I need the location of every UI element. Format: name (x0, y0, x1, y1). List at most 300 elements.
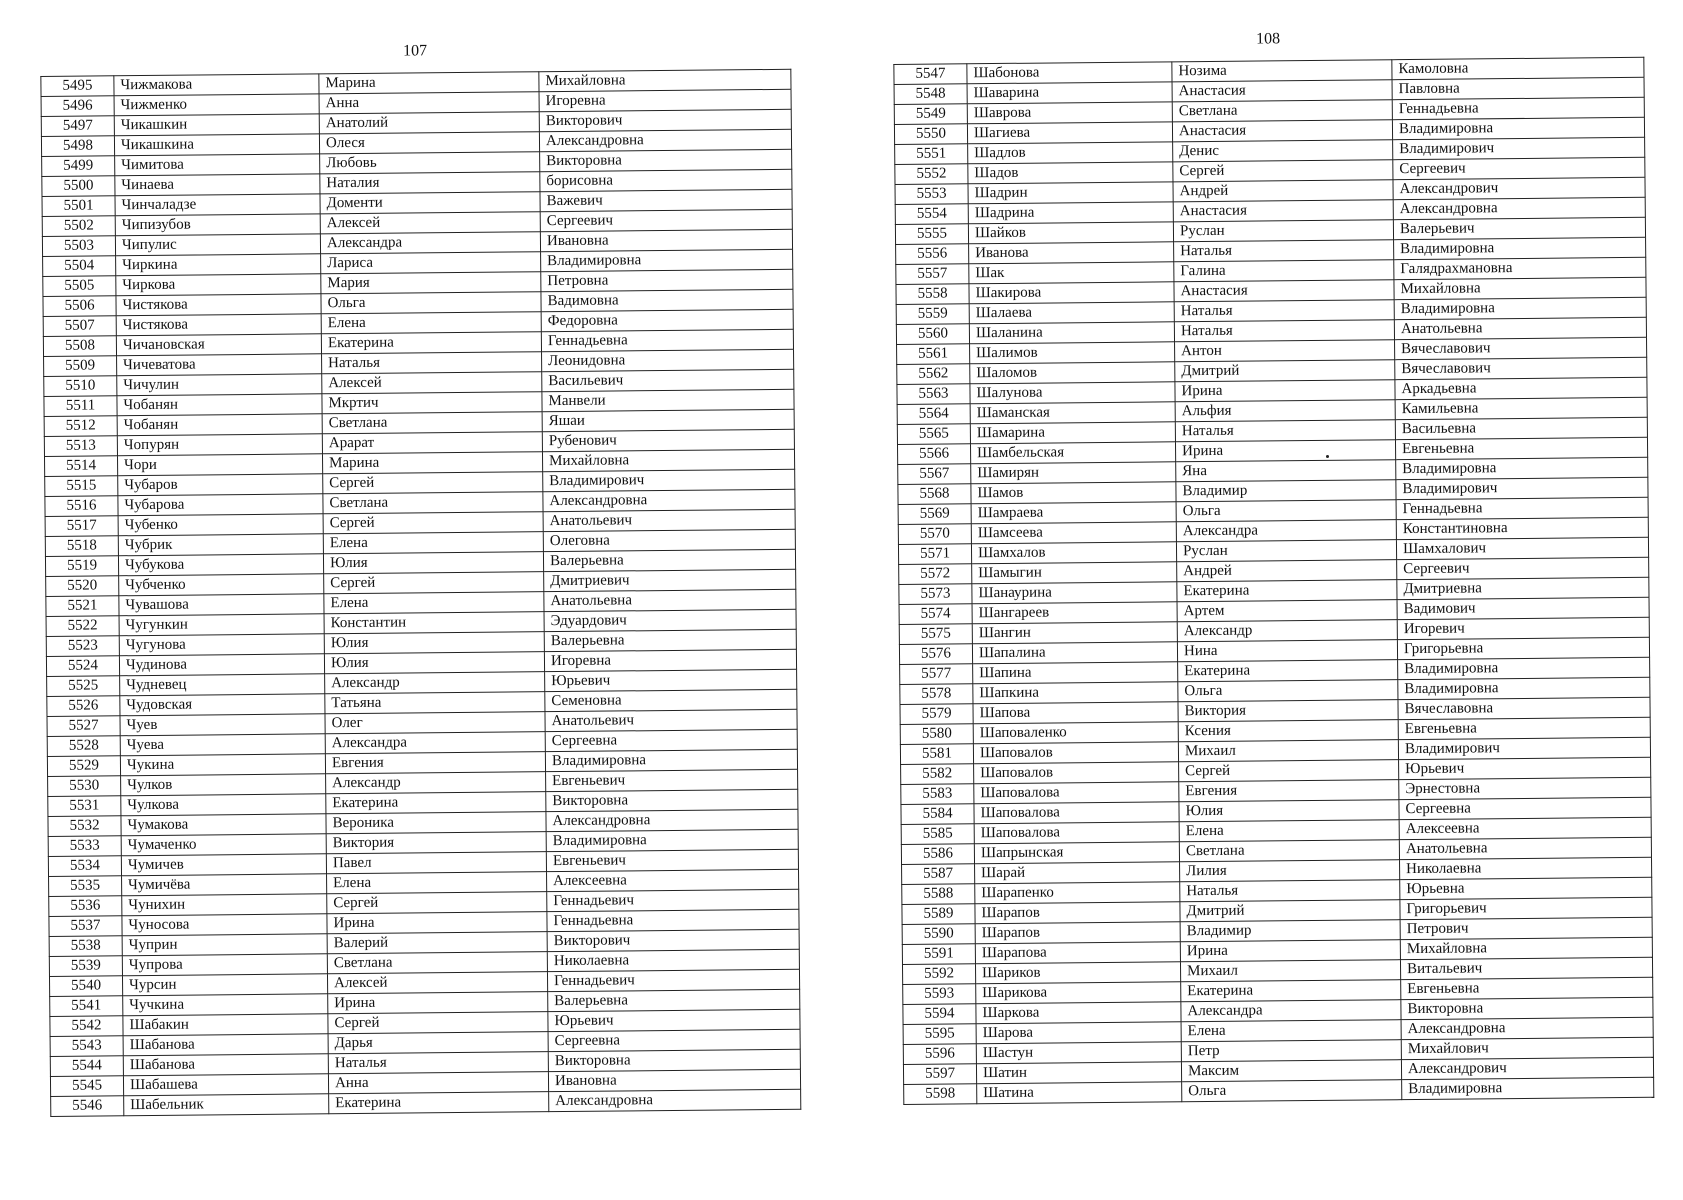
first-name-cell: Светлана (323, 492, 543, 514)
row-number-cell: 5588 (902, 884, 975, 905)
last-name-cell: Чумичев (121, 854, 326, 876)
patronymic-cell: Игоревич (1397, 617, 1649, 639)
row-number-cell: 5597 (903, 1064, 976, 1085)
row-number-cell: 5509 (44, 356, 117, 377)
row-number-cell: 5528 (47, 736, 120, 757)
first-name-cell: Анастасия (1173, 200, 1393, 222)
patronymic-cell: Владимировна (1394, 297, 1646, 319)
row-number-cell: 5496 (41, 96, 114, 117)
row-number-cell: 5539 (49, 956, 122, 977)
patronymic-cell: Ивановна (548, 1069, 800, 1091)
row-number-cell: 5563 (897, 384, 970, 405)
first-name-cell: Наталья (328, 1052, 548, 1074)
patronymic-cell: Камильевна (1395, 397, 1647, 419)
patronymic-cell: Александровна (543, 489, 795, 511)
row-number-cell: 5537 (49, 916, 122, 937)
patronymic-cell: Игоревна (544, 649, 796, 671)
row-number-cell: 5579 (900, 704, 973, 725)
patronymic-cell: Яшаи (542, 409, 794, 431)
first-name-cell: Доменти (320, 192, 540, 214)
first-name-cell: Екатерина (1178, 660, 1398, 682)
first-name-cell: Екатерина (326, 792, 546, 814)
first-name-cell: Александр (326, 772, 546, 794)
patronymic-cell: Эдуардович (544, 609, 796, 631)
last-name-cell: Шаврова (967, 102, 1172, 124)
patronymic-cell: Александрович (1393, 177, 1645, 199)
row-number-cell: 5499 (42, 156, 115, 177)
patronymic-cell: Юрьевич (1399, 757, 1651, 779)
last-name-cell: Шалунова (970, 382, 1175, 404)
last-name-cell: Чопурян (117, 434, 322, 456)
patronymic-cell: Витальевич (1400, 957, 1652, 979)
patronymic-cell: Сергеевич (1393, 157, 1645, 179)
first-name-cell: Любовь (320, 152, 540, 174)
last-name-cell: Чумичёва (122, 874, 327, 896)
first-name-cell: Сергей (328, 1012, 548, 1034)
patronymic-cell: Вадимович (1397, 597, 1649, 619)
last-name-cell: Чубукова (118, 554, 323, 576)
patronymic-cell: Евгеньевна (1398, 717, 1650, 739)
patronymic-cell: Галядрахмановна (1394, 257, 1646, 279)
first-name-cell: Ирина (1175, 380, 1395, 402)
row-number-cell: 5572 (899, 564, 972, 585)
patronymic-cell: Евгеньевич (546, 849, 798, 871)
last-name-cell: Шарапенко (975, 882, 1180, 904)
patronymic-cell: Петрович (1400, 917, 1652, 939)
last-name-cell: Шанаурина (972, 582, 1177, 604)
row-number-cell: 5589 (902, 904, 975, 925)
patronymic-cell: Вячеславовна (1398, 697, 1650, 719)
patronymic-cell: Михайловна (542, 449, 794, 471)
patronymic-cell: Александровна (546, 809, 798, 831)
last-name-cell: Шарапов (975, 922, 1180, 944)
last-name-cell: Шарай (975, 862, 1180, 884)
row-number-cell: 5564 (897, 404, 970, 425)
patronymic-cell: Юрьевич (545, 669, 797, 691)
last-name-cell: Шарова (976, 1022, 1181, 1044)
last-name-cell: Шалаева (969, 302, 1174, 324)
row-number-cell: 5570 (898, 524, 971, 545)
last-name-cell: Чобанян (117, 394, 322, 416)
first-name-cell: Наталья (1174, 240, 1394, 262)
first-name-cell: Ирина (1175, 440, 1395, 462)
last-name-cell: Чудинова (119, 654, 324, 676)
last-name-cell: Чистякова (116, 314, 321, 336)
patronymic-cell: Николаевна (1400, 857, 1652, 879)
patronymic-cell: Михайловна (1400, 937, 1652, 959)
first-name-cell: Елена (321, 312, 541, 334)
last-name-cell: Чипизубов (115, 214, 320, 236)
last-name-cell: Шадрин (968, 182, 1173, 204)
first-name-cell: Сергей (324, 572, 544, 594)
last-name-cell: Шабанова (123, 1054, 328, 1076)
patronymic-cell: Семеновна (545, 689, 797, 711)
last-name-cell: Чубенко (118, 514, 323, 536)
last-name-cell: Чичеватова (117, 354, 322, 376)
first-name-cell: Мария (321, 272, 541, 294)
last-name-cell: Шабельник (124, 1094, 329, 1116)
patronymic-cell: Игоревна (539, 89, 791, 111)
first-name-cell: Ольга (321, 292, 541, 314)
first-name-cell: Алексей (322, 372, 542, 394)
last-name-cell: Шатина (977, 1082, 1182, 1104)
row-number-cell: 5502 (42, 216, 115, 237)
last-name-cell: Чубаров (118, 474, 323, 496)
row-number-cell: 5527 (47, 716, 120, 737)
patronymic-cell: Павловна (1392, 77, 1644, 99)
first-name-cell: Юлия (1179, 800, 1399, 822)
first-name-cell: Денис (1173, 140, 1393, 162)
patronymic-cell: Геннадьевна (547, 909, 799, 931)
scan-speck (1326, 455, 1329, 458)
first-name-cell: Галина (1174, 260, 1394, 282)
patronymic-cell: Дмитриевна (1397, 577, 1649, 599)
patronymic-cell: Геннадьевич (547, 969, 799, 991)
row-number-cell: 5573 (899, 584, 972, 605)
patronymic-cell: Манвели (542, 389, 794, 411)
first-name-cell: Михаил (1178, 740, 1398, 762)
first-name-cell: Марина (319, 72, 539, 94)
first-name-cell: Наталья (1174, 300, 1394, 322)
first-name-cell: Арарат (322, 432, 542, 454)
patronymic-cell: Рубенович (542, 429, 794, 451)
last-name-cell: Чикашкин (114, 114, 319, 136)
last-name-cell: Чумаченко (121, 834, 326, 856)
first-name-cell: Ольга (1176, 500, 1396, 522)
first-name-cell: Олег (325, 712, 545, 734)
row-number-cell: 5523 (46, 636, 119, 657)
row-number-cell: 5581 (900, 744, 973, 765)
last-name-cell: Шалимов (970, 342, 1175, 364)
patronymic-cell: Валерьевна (544, 629, 796, 651)
last-name-cell: Шакирова (969, 282, 1174, 304)
last-name-cell: Чубрик (118, 534, 323, 556)
patronymic-cell: Викторовна (1401, 997, 1653, 1019)
patronymic-cell: Ивановна (540, 229, 792, 251)
patronymic-cell: Владимирович (1393, 137, 1645, 159)
first-name-cell: Юлия (323, 552, 543, 574)
last-name-cell: Чугунова (119, 634, 324, 656)
page-number: 107 (403, 42, 428, 60)
row-number-cell: 5553 (895, 184, 968, 205)
row-number-cell: 5541 (50, 996, 123, 1017)
row-number-cell: 5543 (50, 1036, 123, 1057)
patronymic-cell: Викторовна (548, 1049, 800, 1071)
last-name-cell: Чиркина (116, 254, 321, 276)
patronymic-cell: Сергеевна (548, 1029, 800, 1051)
row-number-cell: 5529 (47, 756, 120, 777)
first-name-cell: Петр (1181, 1040, 1401, 1062)
row-number-cell: 5562 (897, 364, 970, 385)
row-number-cell: 5591 (902, 944, 975, 965)
first-name-cell: Александра (320, 232, 540, 254)
last-name-cell: Шаварина (967, 82, 1172, 104)
patronymic-cell: Владимировна (545, 749, 797, 771)
row-number-cell: 5495 (41, 76, 114, 97)
first-name-cell: Виктория (326, 832, 546, 854)
last-name-cell: Чувашова (119, 594, 324, 616)
last-name-cell: Шаповалова (974, 822, 1179, 844)
first-name-cell: Яна (1176, 460, 1396, 482)
last-name-cell: Шапалина (972, 642, 1177, 664)
last-name-cell: Чимитова (115, 154, 320, 176)
row-number-cell: 5583 (901, 784, 974, 805)
last-name-cell: Чупрова (122, 954, 327, 976)
first-name-cell: Алексей (320, 212, 540, 234)
patronymic-cell: Викторович (539, 109, 791, 131)
first-name-cell: Сергей (327, 892, 547, 914)
row-number-cell: 5559 (896, 304, 969, 325)
patronymic-cell: Владимировна (1392, 117, 1644, 139)
last-name-cell: Чуприн (122, 934, 327, 956)
first-name-cell: Сергей (323, 512, 543, 534)
last-name-cell: Шаркова (976, 1002, 1181, 1024)
row-number-cell: 5531 (48, 796, 121, 817)
patronymic-cell: Анатольевна (1399, 837, 1651, 859)
last-name-cell: Шапрынская (974, 842, 1179, 864)
patronymic-cell: Геннадьевна (1396, 497, 1648, 519)
first-name-cell: Артем (1177, 600, 1397, 622)
first-name-cell: Андрей (1177, 560, 1397, 582)
patronymic-cell: Владимировна (541, 249, 793, 271)
last-name-cell: Шастун (976, 1042, 1181, 1064)
patronymic-cell: Михайловна (539, 69, 791, 91)
last-name-cell: Шадов (968, 162, 1173, 184)
first-name-cell: Руслан (1176, 540, 1396, 562)
last-name-cell: Шариков (975, 962, 1180, 984)
last-name-cell: Чуева (120, 734, 325, 756)
first-name-cell: Александра (1176, 520, 1396, 542)
row-number-cell: 5534 (48, 856, 121, 877)
row-number-cell: 5515 (45, 476, 118, 497)
first-name-cell: Наталия (320, 172, 540, 194)
row-number-cell: 5510 (44, 376, 117, 397)
roster-table (40, 69, 801, 1117)
row-number-cell: 5593 (903, 984, 976, 1005)
patronymic-cell: Владимирович (1396, 477, 1648, 499)
patronymic-cell: Вячеславович (1395, 337, 1647, 359)
last-name-cell: Чугункин (119, 614, 324, 636)
patronymic-cell: Геннадьевна (541, 329, 793, 351)
first-name-cell: Евгения (325, 752, 545, 774)
first-name-cell: Александр (325, 672, 545, 694)
first-name-cell: Дмитрий (1175, 360, 1395, 382)
first-name-cell: Анатолий (319, 112, 539, 134)
last-name-cell: Чинчаладзе (115, 194, 320, 216)
page-right (893, 21, 1653, 1105)
patronymic-cell: Васильевна (1395, 417, 1647, 439)
row-number-cell: 5554 (895, 204, 968, 225)
row-number-cell: 5522 (46, 616, 119, 637)
patronymic-cell: Вадимовна (541, 289, 793, 311)
row-number-cell: 5505 (43, 276, 116, 297)
row-number-cell: 5542 (50, 1016, 123, 1037)
first-name-cell: Екатерина (321, 332, 541, 354)
last-name-cell: Чобанян (117, 414, 322, 436)
first-name-cell: Елена (1179, 820, 1399, 842)
first-name-cell: Антон (1175, 340, 1395, 362)
first-name-cell: Сергей (323, 472, 543, 494)
patronymic-cell: Алексеевна (547, 869, 799, 891)
patronymic-cell: Михайловна (1394, 277, 1646, 299)
first-name-cell: Ирина (327, 912, 547, 934)
last-name-cell: Шамарина (970, 422, 1175, 444)
patronymic-cell: Григорьевич (1400, 897, 1652, 919)
patronymic-cell: Константиновна (1396, 517, 1648, 539)
row-number-cell: 5566 (897, 444, 970, 465)
last-name-cell: Чукина (120, 754, 325, 776)
last-name-cell: Шадлов (968, 142, 1173, 164)
patronymic-cell: Александрович (1401, 1057, 1653, 1079)
row-number-cell: 5598 (904, 1084, 977, 1105)
patronymic-cell: Валерьевич (1393, 217, 1645, 239)
row-number-cell: 5561 (897, 344, 970, 365)
last-name-cell: Шатин (976, 1062, 1181, 1084)
patronymic-cell: борисовна (540, 169, 792, 191)
row-number-cell: 5508 (43, 336, 116, 357)
last-name-cell: Шамбельская (970, 442, 1175, 464)
row-number-cell: 5590 (902, 924, 975, 945)
patronymic-cell: Сергеевна (1399, 797, 1651, 819)
first-name-cell: Владимир (1176, 480, 1396, 502)
last-name-cell: Шамирян (971, 462, 1176, 484)
patronymic-cell: Олеговна (543, 529, 795, 551)
patronymic-cell: Владимировна (1396, 457, 1648, 479)
patronymic-cell: Васильевич (542, 369, 794, 391)
last-name-cell: Чистякова (116, 294, 321, 316)
patronymic-cell: Викторовна (540, 149, 792, 171)
row-number-cell: 5551 (895, 144, 968, 165)
row-number-cell: 5548 (894, 84, 967, 105)
last-name-cell: Шарапов (975, 902, 1180, 924)
first-name-cell: Светлана (1179, 840, 1399, 862)
first-name-cell: Анастасия (1172, 80, 1392, 102)
row-number-cell: 5538 (49, 936, 122, 957)
last-name-cell: Шаповалов (974, 762, 1179, 784)
patronymic-cell: Владимировна (546, 829, 798, 851)
first-name-cell: Светлана (1172, 100, 1392, 122)
first-name-cell: Сергей (1173, 160, 1393, 182)
patronymic-cell: Юрьевич (548, 1009, 800, 1031)
row-number-cell: 5535 (49, 876, 122, 897)
patronymic-cell: Сергеевна (545, 729, 797, 751)
row-number-cell: 5519 (45, 556, 118, 577)
patronymic-cell: Сергеевич (540, 209, 792, 231)
row-number-cell: 5536 (49, 896, 122, 917)
patronymic-cell: Камоловна (1392, 57, 1644, 79)
row-number-cell: 5540 (49, 976, 122, 997)
page-number: 108 (1256, 30, 1281, 48)
first-name-cell: Екатерина (1177, 580, 1397, 602)
row-number-cell: 5532 (48, 816, 121, 837)
row-number-cell: 5517 (45, 516, 118, 537)
row-number-cell: 5582 (901, 764, 974, 785)
last-name-cell: Шаповалова (974, 782, 1179, 804)
first-name-cell: Ксения (1178, 720, 1398, 742)
last-name-cell: Чижменко (114, 94, 319, 116)
patronymic-cell: Владимирович (543, 469, 795, 491)
first-name-cell: Анна (319, 92, 539, 114)
last-name-cell: Шабакин (123, 1014, 328, 1036)
first-name-cell: Мкртич (322, 392, 542, 414)
row-number-cell: 5565 (897, 424, 970, 445)
row-number-cell: 5530 (48, 776, 121, 797)
row-number-cell: 5547 (894, 64, 967, 85)
patronymic-cell: Дмитриевич (544, 569, 796, 591)
patronymic-cell: Анатольевна (544, 589, 796, 611)
patronymic-cell: Геннадьевна (1392, 97, 1644, 119)
last-name-cell: Чулков (121, 774, 326, 796)
row-number-cell: 5569 (898, 504, 971, 525)
last-name-cell: Шагиева (967, 122, 1172, 144)
first-name-cell: Елена (323, 532, 543, 554)
patronymic-cell: Шамхалович (1396, 537, 1648, 559)
first-name-cell: Наталья (322, 352, 542, 374)
row-number-cell: 5557 (896, 264, 969, 285)
last-name-cell: Чиркова (116, 274, 321, 296)
row-number-cell: 5580 (900, 724, 973, 745)
patronymic-cell: Анатольевич (543, 509, 795, 531)
last-name-cell: Шамыгин (972, 562, 1177, 584)
patronymic-cell: Михайлович (1401, 1037, 1653, 1059)
patronymic-cell: Владимирович (1398, 737, 1650, 759)
patronymic-cell: Алексеевна (1399, 817, 1651, 839)
row-number-cell: 5498 (41, 136, 114, 157)
last-name-cell: Шапкина (973, 682, 1178, 704)
last-name-cell: Шарапова (975, 942, 1180, 964)
row-number-cell: 5555 (895, 224, 968, 245)
last-name-cell: Чучкина (123, 994, 328, 1016)
row-number-cell: 5503 (42, 236, 115, 257)
patronymic-cell: Евгеньевна (1395, 437, 1647, 459)
first-name-cell: Лилия (1180, 860, 1400, 882)
first-name-cell: Константин (324, 612, 544, 634)
first-name-cell: Анастасия (1172, 120, 1392, 142)
row-number-cell: 5521 (46, 596, 119, 617)
row-number-cell: 5511 (44, 396, 117, 417)
last-name-cell: Чуносова (122, 914, 327, 936)
last-name-cell: Чичановская (116, 334, 321, 356)
last-name-cell: Шак (969, 262, 1174, 284)
first-name-cell: Анна (328, 1072, 548, 1094)
patronymic-cell: Владимировна (1394, 237, 1646, 259)
last-name-cell: Шангареев (972, 602, 1177, 624)
first-name-cell: Валерий (327, 932, 547, 954)
last-name-cell: Шангин (972, 622, 1177, 644)
patronymic-cell: Юрьевна (1400, 877, 1652, 899)
last-name-cell: Шапина (973, 662, 1178, 684)
first-name-cell: Павел (326, 852, 546, 874)
first-name-cell: Ольга (1182, 1080, 1402, 1102)
row-number-cell: 5507 (43, 316, 116, 337)
first-name-cell: Юлия (324, 652, 544, 674)
last-name-cell: Шаломов (970, 362, 1175, 384)
last-name-cell: Чубченко (119, 574, 324, 596)
patronymic-cell: Николаевна (547, 949, 799, 971)
row-number-cell: 5574 (899, 604, 972, 625)
row-number-cell: 5533 (48, 836, 121, 857)
first-name-cell: Юлия (324, 632, 544, 654)
first-name-cell: Наталья (1174, 320, 1394, 342)
first-name-cell: Альфия (1175, 400, 1395, 422)
row-number-cell: 5513 (44, 436, 117, 457)
patronymic-cell: Важевич (540, 189, 792, 211)
first-name-cell: Светлана (327, 952, 547, 974)
row-number-cell: 5500 (42, 176, 115, 197)
last-name-cell: Шарикова (976, 982, 1181, 1004)
last-name-cell: Чурсин (122, 974, 327, 996)
patronymic-cell: Валерьевна (543, 549, 795, 571)
